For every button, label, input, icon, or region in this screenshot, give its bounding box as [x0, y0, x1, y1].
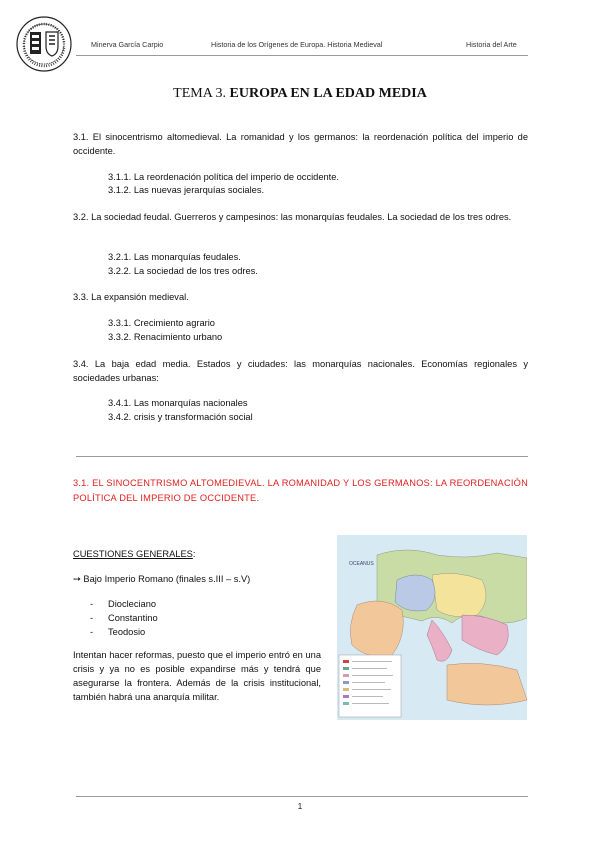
list-item	[0, 611, 330, 625]
section-heading: 3.1. EL SINOCENTRISMO ALTOMEDIEVAL. LA ROMANIDAD Y LOS GERMANOS: LA REORDENACIÓN POLÍTICA DEL IMPERIO DE OCCIDENTE.	[73, 478, 528, 503]
title-prefix: TEMA 3.	[173, 86, 227, 101]
cuestiones-heading	[73, 544, 195, 562]
toc-sub-2-2: 3.2.2. La sociedad de los tres odres.	[108, 266, 258, 276]
toc-sub-3-2: 3.3.2. Renacimiento urbano	[108, 332, 223, 342]
header-course: Historia de los Orígenes de Europa. Historia Medieval	[211, 40, 383, 49]
dash-bullet: -	[90, 627, 94, 637]
toc-item-4: 3.4. La baja edad media. Estados y ciudades: las monarquías nacionales. Economías regionales y sociedades urbanas:	[73, 359, 528, 383]
bajo-imperio-item: ➙ Bajo Imperio Romano (finales s.III – s.V)	[73, 574, 251, 584]
list-item-text: Constantino	[108, 613, 158, 623]
header-rule	[76, 55, 528, 56]
list-item	[0, 597, 330, 611]
cuestiones-paragraph: Intentan hacer reformas, puesto que el imperio entró en una crisis y ya no es posible expandirse más y tendrá que asegurarse la frontera. Además de la crisis institucional, también habrá una anarquía militar.	[73, 650, 321, 702]
map-graphic	[337, 535, 527, 720]
toc-sub-2-1: 3.2.1. Las monarquías feudales.	[108, 252, 241, 262]
header-degree: Historia del Arte	[466, 40, 517, 49]
list-item-text: Teodosio	[108, 627, 146, 637]
toc-item-2: 3.2. La sociedad feudal. Guerreros y campesinos: las monarquías feudales. La sociedad de los tres odres.	[73, 212, 512, 222]
university-seal	[16, 12, 72, 76]
toc-item-3: 3.3. La expansión medieval.	[73, 292, 189, 302]
footer-rule	[76, 796, 528, 797]
toc-sub-4-1: 3.4.1. Las monarquías nacionales	[108, 398, 248, 408]
dash-bullet: -	[90, 613, 94, 623]
list-item-text: Diocleciano	[108, 599, 157, 609]
toc-sub-1-2: 3.1.2. Las nuevas jerarquías sociales.	[108, 185, 265, 195]
header-author: Minerva García Carpio	[91, 40, 164, 49]
dash-bullet: -	[90, 599, 94, 609]
roman-empire-map	[337, 535, 527, 720]
cuestiones-heading-text: CUESTIONES GENERALES	[73, 549, 193, 559]
toc-sub-4-2: 3.4.2. crisis y transformación social	[108, 412, 253, 422]
toc-sub-3-1: 3.3.1. Crecimiento agrario	[108, 318, 215, 328]
page-number: 1	[297, 802, 303, 811]
cuestiones-heading-colon: :	[192, 549, 196, 559]
page-title	[0, 86, 600, 102]
toc-item-1: 3.1. El sinocentrismo altomedieval. La romanidad y los germanos: la reordenación política del imperio de occidente.	[73, 132, 528, 156]
toc-sub-1-1: 3.1.1. La reordenación política del imperio de occidente.	[108, 172, 340, 182]
list-item	[0, 625, 330, 639]
section-rule	[76, 456, 528, 457]
title-main: EUROPA EN LA EDAD MEDIA	[229, 86, 427, 101]
map-sea-label: OCEANUS	[349, 561, 374, 567]
